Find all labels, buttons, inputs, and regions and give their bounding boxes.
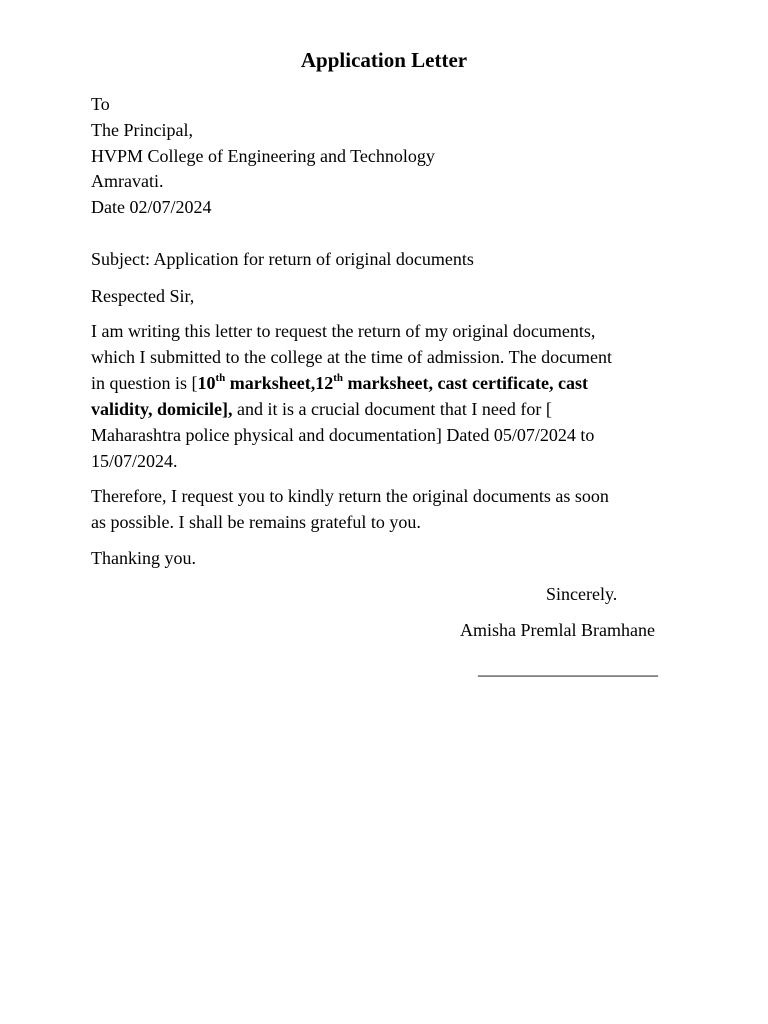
bold-10: 10 (197, 373, 216, 393)
paragraph-2-line-1: Therefore, I request you to kindly return the original documents as soon (91, 486, 609, 506)
line-3-prefix: in question is [ (91, 373, 198, 393)
closing-line: Sincerely. (546, 584, 618, 604)
paragraph-2-line-2: as possible. I shall be remains grateful to you. (91, 512, 421, 532)
thanks-line: Thanking you. (91, 548, 196, 568)
bold-cast-certificate: marksheet, cast certificate, cast (343, 373, 588, 393)
page-title: Application Letter (300, 48, 468, 72)
address-institution: HVPM College of Engineering and Technology (91, 145, 435, 166)
letter-date: Date 02/07/2024 (91, 197, 212, 218)
paragraph-1-line-6: 15/07/2024. (91, 451, 178, 471)
paragraph-1-line-2: which I submitted to the college at the time of admission. The document (91, 347, 613, 367)
body-paragraph-2 (91, 483, 609, 535)
address-to: To (91, 94, 110, 114)
body-paragraph-1 (91, 318, 651, 474)
superscript-th-a: th (215, 372, 226, 384)
paragraph-1-line-1: I am writing this letter to request the return of my original documents, (91, 321, 596, 341)
paragraph-1-line-3 (91, 370, 651, 396)
superscript-th-b: th (333, 372, 344, 384)
bold-marksheet-12: marksheet,12 (225, 373, 334, 393)
signatory-name: Amisha Premlal Bramhane (460, 620, 655, 640)
paragraph-1-line-4 (91, 396, 651, 422)
recipient-address (91, 92, 435, 221)
bold-documents-list (198, 373, 588, 393)
bold-validity-domicile: validity, domicile], (91, 399, 233, 419)
salutation: Respected Sir, (91, 286, 195, 306)
paragraph-1-line-5: Maharashtra police physical and documentation] Dated 05/07/2024 to (91, 425, 595, 445)
address-city: Amravati. (91, 171, 164, 192)
signature-line: ____________________ (478, 658, 658, 678)
line-4-rest: and it is a crucial document that I need for [ (232, 399, 552, 419)
subject-line: Subject: Application for return of original documents (91, 249, 474, 269)
address-recipient: The Principal, (91, 119, 193, 140)
